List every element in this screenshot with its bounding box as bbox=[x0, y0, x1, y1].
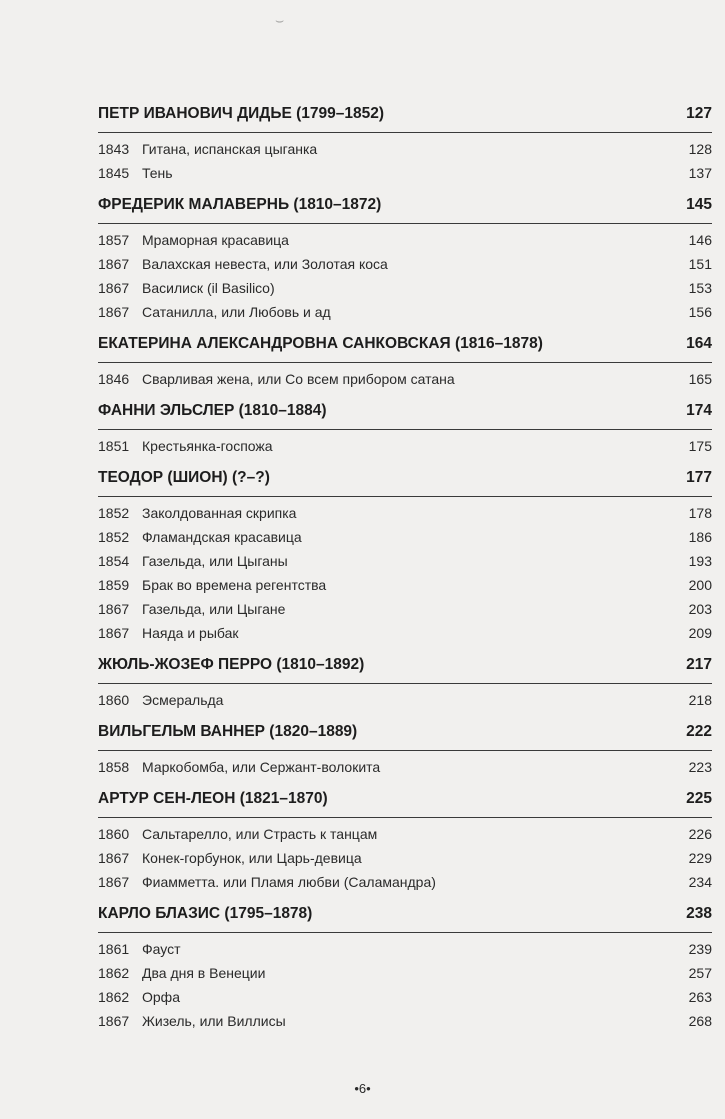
section-page-number: 238 bbox=[686, 905, 712, 922]
entry-page-number: 186 bbox=[688, 529, 712, 545]
toc-entry bbox=[98, 300, 712, 324]
entry-title: Газельда, или Цыганы bbox=[142, 553, 288, 569]
section-heading bbox=[98, 785, 712, 818]
section-heading bbox=[98, 718, 712, 751]
entry-title: Василиск (il Basilico) bbox=[142, 280, 275, 296]
author-heading: ВИЛЬГЕЛЬМ ВАННЕР (1820–1889) bbox=[98, 723, 358, 740]
toc-entry bbox=[98, 985, 712, 1009]
entry-page-number: 165 bbox=[688, 371, 712, 387]
entry-year: 1867 bbox=[98, 1013, 130, 1029]
entry-text bbox=[98, 822, 377, 846]
entry-year: 1846 bbox=[98, 371, 130, 387]
toc-entry bbox=[98, 501, 712, 525]
entry-title: Фиамметта. или Пламя любви (Саламандра) bbox=[142, 874, 436, 890]
toc-entry bbox=[98, 961, 712, 985]
entry-text bbox=[98, 597, 285, 621]
toc-entry bbox=[98, 1009, 712, 1033]
entry-title: Сатанилла, или Любовь и ад bbox=[142, 304, 331, 320]
entry-year: 1867 bbox=[98, 850, 130, 866]
entry-page-number: 223 bbox=[688, 759, 712, 775]
toc-entry bbox=[98, 688, 712, 712]
toc-entry bbox=[98, 621, 712, 645]
section-page-number: 225 bbox=[686, 790, 712, 807]
toc-entry bbox=[98, 161, 712, 185]
author-heading: ПЕТР ИВАНОВИЧ ДИДЬЕ (1799–1852) bbox=[98, 105, 385, 122]
entry-page-number: 257 bbox=[688, 965, 712, 981]
entry-text bbox=[98, 300, 331, 324]
entry-text bbox=[98, 434, 273, 458]
entry-page-number: 175 bbox=[688, 438, 712, 454]
entry-text bbox=[98, 161, 173, 185]
section-heading bbox=[98, 464, 712, 497]
toc-section bbox=[98, 464, 712, 651]
entry-title: Фауст bbox=[142, 941, 181, 957]
entry-page-number: 153 bbox=[688, 280, 712, 296]
entry-page-number: 146 bbox=[688, 232, 712, 248]
section-heading bbox=[98, 651, 712, 684]
table-of-contents bbox=[98, 100, 712, 1039]
entry-title: Фламандская красавица bbox=[142, 529, 302, 545]
entry-text bbox=[98, 549, 288, 573]
entry-text bbox=[98, 688, 223, 712]
entry-title: Эсмеральда bbox=[142, 692, 224, 708]
section-page-number: 222 bbox=[686, 723, 712, 740]
entry-year: 1845 bbox=[98, 165, 130, 181]
entry-page-number: 203 bbox=[688, 601, 712, 617]
toc-entry bbox=[98, 573, 712, 597]
section-heading bbox=[98, 397, 712, 430]
author-heading: ЖЮЛЬ-ЖОЗЕФ ПЕРРО (1810–1892) bbox=[98, 656, 365, 673]
section-page-number: 217 bbox=[686, 656, 712, 673]
entry-title: Гитана, испанская цыганка bbox=[142, 141, 318, 157]
author-heading: ТЕОДОР (ШИОН) (?–?) bbox=[98, 469, 270, 486]
entry-title: Орфа bbox=[142, 989, 180, 1005]
entry-year: 1867 bbox=[98, 256, 130, 272]
entry-year: 1854 bbox=[98, 553, 130, 569]
entry-year: 1860 bbox=[98, 692, 130, 708]
entry-page-number: 137 bbox=[688, 165, 712, 181]
entry-text bbox=[98, 367, 455, 391]
entry-text bbox=[98, 501, 296, 525]
entry-text bbox=[98, 525, 302, 549]
entry-year: 1858 bbox=[98, 759, 130, 775]
toc-entry bbox=[98, 434, 712, 458]
author-heading: КАРЛО БЛАЗИС (1795–1878) bbox=[98, 905, 313, 922]
toc-entry bbox=[98, 137, 712, 161]
author-heading: ФАННИ ЭЛЬСЛЕР (1810–1884) bbox=[98, 402, 327, 419]
entry-year: 1867 bbox=[98, 874, 130, 890]
entry-title: Конек-горбунок, или Царь-девица bbox=[142, 850, 362, 866]
entry-title: Крестьянка-госпожа bbox=[142, 438, 273, 454]
entry-title: Сальтарелло, или Страсть к танцам bbox=[142, 826, 378, 842]
entry-year: 1851 bbox=[98, 438, 130, 454]
entry-text bbox=[98, 621, 239, 645]
entry-text bbox=[98, 137, 317, 161]
toc-section bbox=[98, 718, 712, 785]
section-heading bbox=[98, 100, 712, 133]
section-heading bbox=[98, 900, 712, 933]
entry-year: 1860 bbox=[98, 826, 130, 842]
toc-entry bbox=[98, 549, 712, 573]
entry-page-number: 229 bbox=[688, 850, 712, 866]
entry-text bbox=[98, 937, 181, 961]
toc-entry bbox=[98, 228, 712, 252]
entry-year: 1859 bbox=[98, 577, 130, 593]
section-page-number: 177 bbox=[686, 469, 712, 486]
entry-page-number: 200 bbox=[688, 577, 712, 593]
section-spacer bbox=[98, 1033, 712, 1039]
entry-year: 1857 bbox=[98, 232, 130, 248]
entry-year: 1843 bbox=[98, 141, 130, 157]
entry-text bbox=[98, 985, 180, 1009]
toc-entry bbox=[98, 822, 712, 846]
page-footer-number: •6• bbox=[354, 1081, 371, 1096]
entry-page-number: 263 bbox=[688, 989, 712, 1005]
toc-section bbox=[98, 651, 712, 718]
section-page-number: 145 bbox=[686, 196, 712, 213]
entry-page-number: 193 bbox=[688, 553, 712, 569]
entry-text bbox=[98, 573, 326, 597]
section-heading bbox=[98, 330, 712, 363]
entry-page-number: 234 bbox=[688, 874, 712, 890]
entry-title: Жизель, или Виллисы bbox=[142, 1013, 286, 1029]
entry-text bbox=[98, 252, 388, 276]
entry-page-number: 178 bbox=[688, 505, 712, 521]
entry-year: 1852 bbox=[98, 529, 130, 545]
section-page-number: 174 bbox=[686, 402, 712, 419]
section-page-number: 164 bbox=[686, 335, 712, 352]
section-heading bbox=[98, 191, 712, 224]
entry-year: 1867 bbox=[98, 280, 130, 296]
entry-text bbox=[98, 228, 289, 252]
pen-mark: ⌣ bbox=[275, 14, 285, 29]
toc-entry bbox=[98, 597, 712, 621]
toc-section bbox=[98, 191, 712, 330]
entry-title: Сварливая жена, или Со всем прибором сатана bbox=[142, 371, 455, 387]
entry-page-number: 151 bbox=[688, 256, 712, 272]
entry-page-number: 218 bbox=[688, 692, 712, 708]
entry-text bbox=[98, 846, 362, 870]
author-heading: ФРЕДЕРИК МАЛАВЕРНЬ (1810–1872) bbox=[98, 196, 382, 213]
entry-year: 1852 bbox=[98, 505, 130, 521]
entry-year: 1861 bbox=[98, 941, 130, 957]
author-heading: АРТУР СЕН-ЛЕОН (1821–1870) bbox=[98, 790, 328, 807]
entry-text bbox=[98, 870, 436, 894]
entry-title: Газельда, или Цыгане bbox=[142, 601, 286, 617]
entry-title: Брак во времена регентства bbox=[142, 577, 327, 593]
entry-year: 1867 bbox=[98, 625, 130, 641]
entry-year: 1862 bbox=[98, 989, 130, 1005]
entry-title: Тень bbox=[142, 165, 173, 181]
toc-entry bbox=[98, 870, 712, 894]
entry-text bbox=[98, 1009, 286, 1033]
entry-title: Наяда и рыбак bbox=[142, 625, 239, 641]
toc-section bbox=[98, 900, 712, 1039]
toc-entry bbox=[98, 367, 712, 391]
entry-page-number: 128 bbox=[688, 141, 712, 157]
entry-page-number: 239 bbox=[688, 941, 712, 957]
entry-year: 1867 bbox=[98, 601, 130, 617]
entry-page-number: 156 bbox=[688, 304, 712, 320]
toc-entry bbox=[98, 937, 712, 961]
toc-section bbox=[98, 100, 712, 191]
entry-title: Маркобомба, или Сержант-волокита bbox=[142, 759, 381, 775]
entry-year: 1862 bbox=[98, 965, 130, 981]
toc-entry bbox=[98, 525, 712, 549]
entry-page-number: 209 bbox=[688, 625, 712, 641]
entry-text bbox=[98, 276, 275, 300]
entry-title: Два дня в Венеции bbox=[142, 965, 266, 981]
entry-title: Мраморная красавица bbox=[142, 232, 289, 248]
toc-entry bbox=[98, 252, 712, 276]
toc-entry bbox=[98, 846, 712, 870]
entry-text bbox=[98, 961, 265, 985]
toc-entry bbox=[98, 276, 712, 300]
toc-entry bbox=[98, 755, 712, 779]
entry-title: Заколдованная скрипка bbox=[142, 505, 297, 521]
section-page-number: 127 bbox=[686, 105, 712, 122]
entry-year: 1867 bbox=[98, 304, 130, 320]
author-heading: ЕКАТЕРИНА АЛЕКСАНДРОВНА САНКОВСКАЯ (1816–1878) bbox=[98, 335, 543, 352]
entry-page-number: 268 bbox=[688, 1013, 712, 1029]
entry-text bbox=[98, 755, 380, 779]
toc-section bbox=[98, 330, 712, 397]
toc-section bbox=[98, 397, 712, 464]
toc-section bbox=[98, 785, 712, 900]
entry-page-number: 226 bbox=[688, 826, 712, 842]
entry-title: Валахская невеста, или Золотая коса bbox=[142, 256, 388, 272]
